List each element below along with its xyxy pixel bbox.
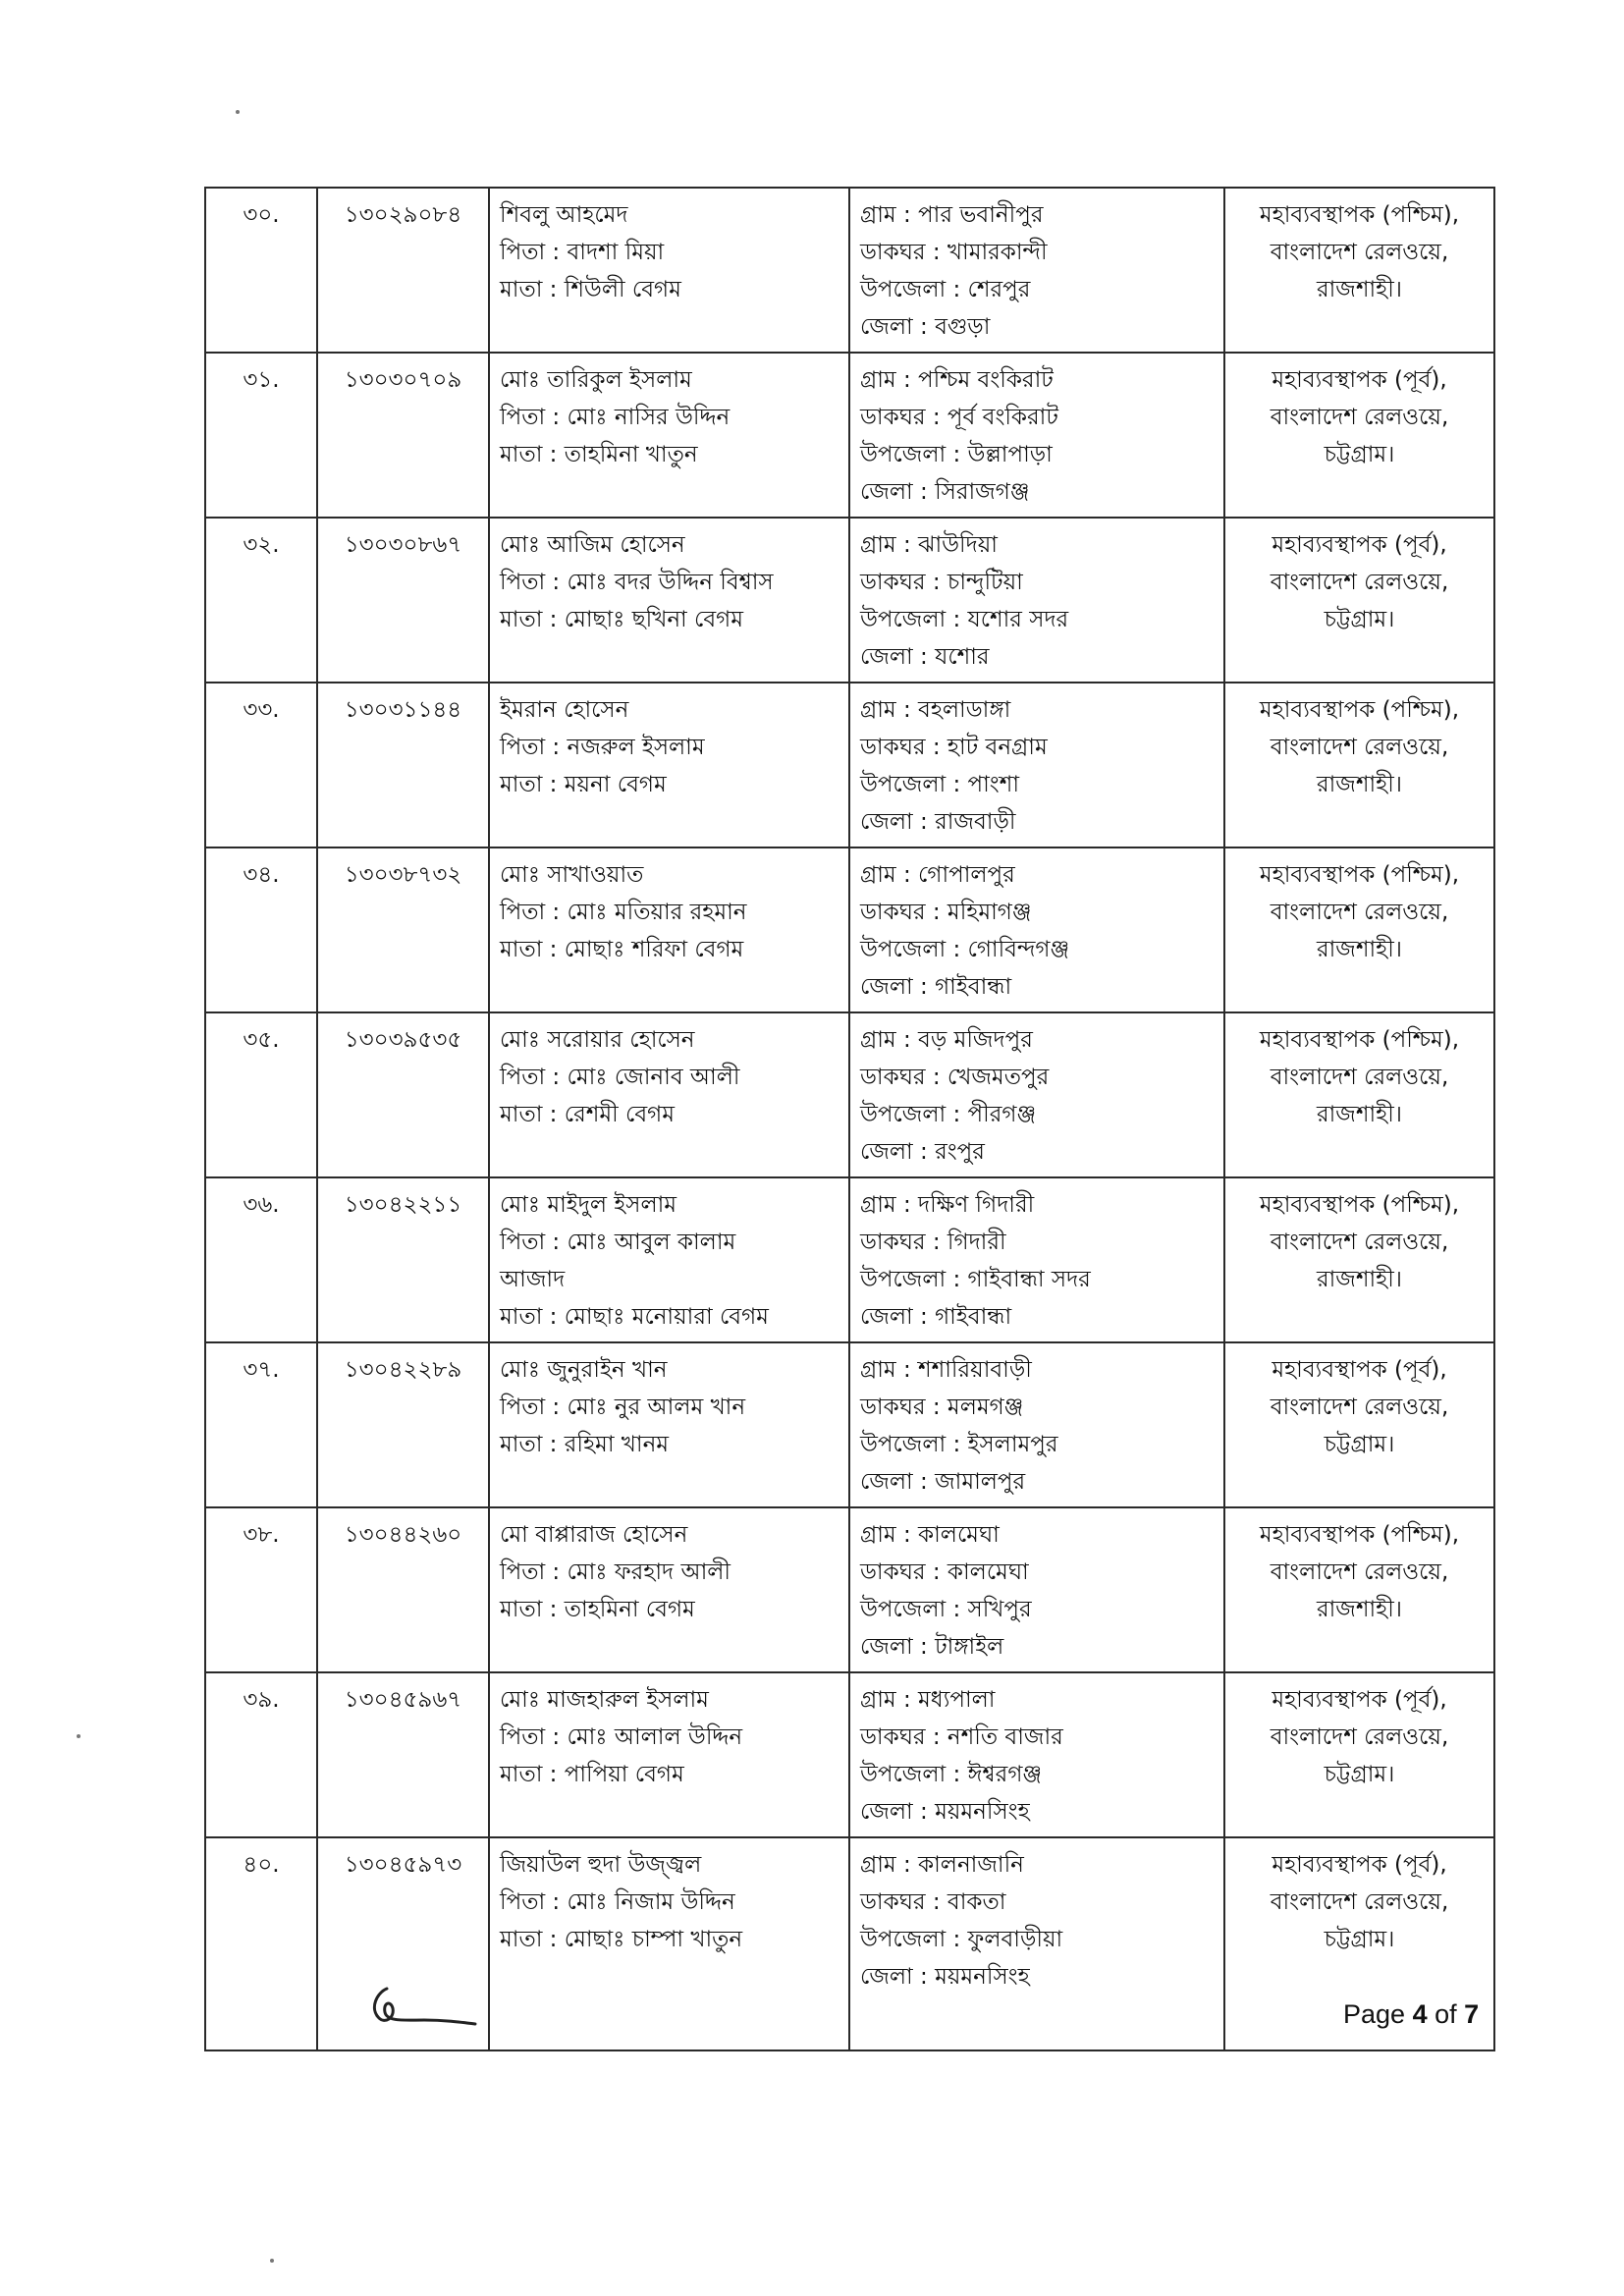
address-district: জেলা : ময়মনসিংহ	[860, 1964, 1030, 1990]
office-title: মহাব্যবস্থাপক (পশ্চিম),	[1259, 1027, 1460, 1053]
office-org: বাংলাদেশ রেলওয়ে,	[1270, 1559, 1449, 1585]
address-village: গ্রাম : বড় মজিদপুর	[860, 1027, 1033, 1053]
roll-cell	[317, 1342, 489, 1507]
roll-cell	[317, 188, 489, 353]
address-cell	[849, 518, 1224, 683]
address-district: জেলা : বগুড়া	[860, 314, 991, 340]
address-village: গ্রাম : পার ভবানীপুর	[860, 202, 1044, 228]
address-district: জেলা : যশোর	[860, 644, 990, 670]
father-name: পিতা : নজরুল ইসলাম	[500, 735, 705, 760]
office-org: বাংলাদেশ রেলওয়ে,	[1270, 405, 1449, 430]
page-number	[1343, 1999, 1479, 2030]
table-row	[205, 1177, 1494, 1342]
table-row	[205, 1342, 1494, 1507]
address-cell	[849, 353, 1224, 518]
father-name: পিতা : মোঃ আবুল কালাম	[500, 1230, 736, 1255]
office-org: বাংলাদেশ রেলওয়ে,	[1270, 240, 1449, 265]
serial-number: ৩৫.	[243, 1027, 280, 1053]
office-cell	[1224, 1012, 1494, 1177]
mother-name: মাতা : শিউলী বেগম	[500, 277, 681, 302]
roll-number: ১৩০৩০৭০৯	[344, 367, 462, 393]
candidate-table	[204, 187, 1495, 2051]
table-row	[205, 353, 1494, 518]
candidate-name: মোঃ আজিম হোসেন	[500, 532, 685, 558]
father-name: পিতা : মোঃ ফরহাদ আলী	[500, 1559, 731, 1585]
office-org: বাংলাদেশ রেলওয়ে,	[1270, 1889, 1449, 1915]
candidate-name: মো বাপ্পারাজ হোসেন	[500, 1522, 688, 1548]
roll-number: ১৩০৩০৮৬৭	[344, 532, 462, 558]
office-org: বাংলাদেশ রেলওয়ে,	[1270, 900, 1449, 925]
office-org: বাংলাদেশ রেলওয়ে,	[1270, 1065, 1449, 1090]
address-cell	[849, 1342, 1224, 1507]
address-district: জেলা : জামালপুর	[860, 1469, 1026, 1495]
office-cell	[1224, 188, 1494, 353]
scan-speck	[236, 110, 240, 114]
father-name: পিতা : মোঃ আলাল উদ্দিন	[500, 1724, 743, 1750]
address-post: ডাকঘর : খামারকান্দী	[860, 240, 1048, 265]
serial-number: ৩৩.	[243, 697, 280, 723]
address-district: জেলা : গাইবান্ধা	[860, 1304, 1012, 1330]
father-name: পিতা : মোঃ মতিয়ার রহমান	[500, 900, 747, 925]
roll-cell	[317, 1177, 489, 1342]
mother-name: মাতা : তাহমিনা বেগম	[500, 1597, 695, 1622]
address-upazila: উপজেলা : পীরগঞ্জ	[860, 1102, 1037, 1127]
address-cell	[849, 1837, 1224, 2050]
address-upazila: উপজেলা : ইসলামপুর	[860, 1432, 1058, 1457]
address-district: জেলা : রাজবাড়ী	[860, 809, 1016, 835]
roll-cell	[317, 1507, 489, 1672]
roll-number: ১৩০৩৯৫৩৫	[344, 1027, 462, 1053]
office-title: মহাব্যবস্থাপক (পশ্চিম),	[1259, 1522, 1460, 1548]
office-title: মহাব্যবস্থাপক (পূর্ব),	[1272, 367, 1447, 393]
address-cell	[849, 1012, 1224, 1177]
serial-cell	[205, 1837, 317, 2050]
father-name: পিতা : মোঃ নুর আলম খান	[500, 1394, 746, 1420]
office-title: মহাব্যবস্থাপক (পশ্চিম),	[1259, 697, 1460, 723]
address-village: গ্রাম : পশ্চিম বংকিরাট	[860, 367, 1054, 393]
name-cell	[489, 1177, 849, 1342]
address-cell	[849, 1177, 1224, 1342]
candidate-name: মোঃ তারিকুল ইসলাম	[500, 367, 692, 393]
serial-cell	[205, 1342, 317, 1507]
address-district: জেলা : গাইবান্ধা	[860, 974, 1012, 1000]
scan-speck	[77, 1734, 81, 1738]
office-city: রাজশাহী।	[1316, 1102, 1403, 1127]
mother-name: মাতা : পাপিয়া বেগম	[500, 1762, 684, 1787]
address-district: জেলা : টাঙ্গাইল	[860, 1634, 1004, 1660]
office-org: বাংলাদেশ রেলওয়ে,	[1270, 1394, 1449, 1420]
office-cell	[1224, 1672, 1494, 1837]
serial-cell	[205, 1012, 317, 1177]
office-title: মহাব্যবস্থাপক (পূর্ব),	[1272, 532, 1447, 558]
roll-cell	[317, 353, 489, 518]
name-cell	[489, 1342, 849, 1507]
name-cell	[489, 188, 849, 353]
address-post: ডাকঘর : খেজমতপুর	[860, 1065, 1050, 1090]
address-village: গ্রাম : দক্ষিণ গিদারী	[860, 1192, 1035, 1218]
office-org: বাংলাদেশ রেলওয়ে,	[1270, 735, 1449, 760]
address-village: গ্রাম : বহলাডাঙ্গা	[860, 697, 1011, 723]
candidate-name: মোঃ মাইদুল ইসলাম	[500, 1192, 677, 1218]
office-city: রাজশাহী।	[1316, 277, 1403, 302]
table-row	[205, 1672, 1494, 1837]
mother-name: মাতা : রেশমী বেগম	[500, 1102, 675, 1127]
office-title: মহাব্যবস্থাপক (পশ্চিম),	[1259, 1192, 1460, 1218]
roll-cell	[317, 847, 489, 1012]
office-cell	[1224, 518, 1494, 683]
name-cell	[489, 518, 849, 683]
address-post: ডাকঘর : চান্দুটিয়া	[860, 570, 1023, 595]
address-upazila: উপজেলা : পাংশা	[860, 772, 1019, 797]
address-upazila: উপজেলা : গোবিন্দগঞ্জ	[860, 937, 1070, 962]
office-cell	[1224, 353, 1494, 518]
table-row	[205, 518, 1494, 683]
office-title: মহাব্যবস্থাপক (পশ্চিম),	[1259, 862, 1460, 888]
office-cell	[1224, 1177, 1494, 1342]
scan-speck	[270, 2259, 274, 2263]
serial-cell	[205, 353, 317, 518]
address-village: গ্রাম : কালমেঘা	[860, 1522, 1000, 1548]
table-row	[205, 1507, 1494, 1672]
name-cell	[489, 683, 849, 847]
father-name: পিতা : মোঃ নিজাম উদ্দিন	[500, 1889, 735, 1915]
name-cell	[489, 847, 849, 1012]
serial-cell	[205, 683, 317, 847]
roll-cell	[317, 1672, 489, 1837]
office-city: রাজশাহী।	[1316, 772, 1403, 797]
address-post: ডাকঘর : পূর্ব বংকিরাট	[860, 405, 1058, 430]
mother-name: মাতা : রহিমা খানম	[500, 1432, 670, 1457]
address-village: গ্রাম : মধ্যপালা	[860, 1687, 996, 1713]
mother-name: মাতা : মোছাঃ শরিফা বেগম	[500, 937, 744, 962]
address-upazila: উপজেলা : ঈশ্বরগঞ্জ	[860, 1762, 1043, 1787]
table-row	[205, 1012, 1494, 1177]
name-cell	[489, 1672, 849, 1837]
office-city: চট্টগ্রাম।	[1324, 442, 1395, 467]
father-name: পিতা : মোঃ জোনাব আলী	[500, 1065, 740, 1090]
candidate-name: মোঃ মাজহারুল ইসলাম	[500, 1687, 709, 1713]
table-row	[205, 683, 1494, 847]
office-org: বাংলাদেশ রেলওয়ে,	[1270, 1724, 1449, 1750]
serial-number: ৩৪.	[243, 862, 280, 888]
office-city: রাজশাহী।	[1316, 937, 1403, 962]
page-total: 7	[1464, 1999, 1480, 2029]
address-village: গ্রাম : শশারিয়াবাড়ী	[860, 1357, 1032, 1383]
address-upazila: উপজেলা : ফুলবাড়ীয়া	[860, 1927, 1063, 1952]
roll-number: ১৩০৪৫৯৭৩	[344, 1852, 462, 1878]
roll-number: ১৩০৪৪২৬০	[344, 1522, 462, 1548]
office-city: চট্টগ্রাম।	[1324, 1432, 1395, 1457]
address-upazila: উপজেলা : উল্লাপাড়া	[860, 442, 1053, 467]
roll-number: ১৩০৪৫৯৬৭	[344, 1687, 462, 1713]
serial-number: ৩৭.	[243, 1357, 280, 1383]
page-mid: of	[1427, 1999, 1465, 2029]
roll-number: ১৩০৩৮৭৩২	[344, 862, 462, 888]
address-village: গ্রাম : ঝাউদিয়া	[860, 532, 998, 558]
candidate-name: মোঃ জুনুরাইন খান	[500, 1357, 668, 1383]
serial-cell	[205, 847, 317, 1012]
candidate-name: মোঃ সরোয়ার হোসেন	[500, 1027, 695, 1053]
address-cell	[849, 1507, 1224, 1672]
serial-cell	[205, 518, 317, 683]
address-post: ডাকঘর : নশতি বাজার	[860, 1724, 1063, 1750]
serial-number: ৩০.	[243, 202, 280, 228]
serial-cell	[205, 1507, 317, 1672]
name-cell	[489, 353, 849, 518]
name-cell	[489, 1012, 849, 1177]
name-cell	[489, 1507, 849, 1672]
address-post: ডাকঘর : কালমেঘা	[860, 1559, 1029, 1585]
page-prefix: Page	[1343, 1999, 1413, 2029]
name-cell	[489, 1837, 849, 2050]
mother-name: মাতা : মোছাঃ চাম্পা খাতুন	[500, 1927, 743, 1952]
address-cell	[849, 188, 1224, 353]
office-city: রাজশাহী।	[1316, 1267, 1403, 1292]
office-title: মহাব্যবস্থাপক (পূর্ব),	[1272, 1357, 1447, 1383]
address-post: ডাকঘর : মলমগঞ্জ	[860, 1394, 1024, 1420]
address-district: জেলা : রংপুর	[860, 1139, 985, 1165]
address-upazila: উপজেলা : সখিপুর	[860, 1597, 1032, 1622]
roll-number: ১৩০৩১১৪৪	[344, 697, 462, 723]
office-title: মহাব্যবস্থাপক (পূর্ব),	[1272, 1852, 1447, 1878]
serial-number: ৩৬.	[243, 1192, 280, 1218]
office-title: মহাব্যবস্থাপক (পশ্চিম),	[1259, 202, 1460, 228]
address-post: ডাকঘর : বাকতা	[860, 1889, 1006, 1915]
address-district: জেলা : সিরাজগঞ্জ	[860, 479, 1030, 505]
address-upazila: উপজেলা : শেরপুর	[860, 277, 1031, 302]
candidate-name: শিবলু আহমেদ	[500, 202, 628, 228]
mother-name: মাতা : ময়না বেগম	[500, 772, 667, 797]
mother-name: মাতা : মোছাঃ ছখিনা বেগম	[500, 607, 744, 632]
father-name: পিতা : মোঃ বদর উদ্দিন বিশ্বাস	[500, 570, 774, 595]
candidate-name: ইমরান হোসেন	[500, 697, 629, 723]
serial-cell	[205, 1177, 317, 1342]
office-org: বাংলাদেশ রেলওয়ে,	[1270, 570, 1449, 595]
serial-number: ৩৮.	[243, 1522, 280, 1548]
table-row	[205, 847, 1494, 1012]
address-post: ডাকঘর : গিদারী	[860, 1230, 1006, 1255]
office-title: মহাব্যবস্থাপক (পূর্ব),	[1272, 1687, 1447, 1713]
father-name-continued: আজাদ	[500, 1267, 566, 1292]
serial-number: ৪০.	[243, 1852, 280, 1878]
address-village: গ্রাম : গোপালপুর	[860, 862, 1015, 888]
roll-number: ১৩০২৯০৮৪	[344, 202, 462, 228]
roll-number: ১৩০৪২২৮৯	[344, 1357, 462, 1383]
serial-number: ৩২.	[243, 532, 280, 558]
office-org: বাংলাদেশ রেলওয়ে,	[1270, 1230, 1449, 1255]
roll-number: ১৩০৪২২১১	[344, 1192, 462, 1218]
office-city: চট্টগ্রাম।	[1324, 607, 1395, 632]
address-upazila: উপজেলা : যশোর সদর	[860, 607, 1069, 632]
address-district: জেলা : ময়মনসিংহ	[860, 1799, 1030, 1825]
office-city: চট্টগ্রাম।	[1324, 1927, 1395, 1952]
office-cell	[1224, 1342, 1494, 1507]
roll-cell	[317, 1012, 489, 1177]
office-city: রাজশাহী।	[1316, 1597, 1403, 1622]
office-city: চট্টগ্রাম।	[1324, 1762, 1395, 1787]
office-cell	[1224, 683, 1494, 847]
father-name: পিতা : মোঃ নাসির উদ্দিন	[500, 405, 731, 430]
roll-cell	[317, 518, 489, 683]
serial-number: ৩১.	[243, 367, 280, 393]
page-current: 4	[1412, 1999, 1428, 2029]
address-cell	[849, 847, 1224, 1012]
father-name: পিতা : বাদশা মিয়া	[500, 240, 665, 265]
office-cell	[1224, 847, 1494, 1012]
serial-cell	[205, 188, 317, 353]
address-upazila: উপজেলা : গাইবান্ধা সদর	[860, 1267, 1091, 1292]
serial-cell	[205, 1672, 317, 1837]
office-cell	[1224, 1507, 1494, 1672]
serial-number: ৩৯.	[243, 1687, 280, 1713]
address-cell	[849, 683, 1224, 847]
mother-name: মাতা : মোছাঃ মনোয়ারা বেগম	[500, 1304, 769, 1330]
address-village: গ্রাম : কালনাজানি	[860, 1852, 1024, 1878]
table-row	[205, 188, 1494, 353]
address-cell	[849, 1672, 1224, 1837]
candidate-name: জিয়াউল হুদা উজ্জ্বল	[500, 1852, 702, 1878]
mother-name: মাতা : তাহমিনা খাতুন	[500, 442, 698, 467]
roll-cell	[317, 683, 489, 847]
address-post: ডাকঘর : মহিমাগঞ্জ	[860, 900, 1032, 925]
candidate-name: মোঃ সাখাওয়াত	[500, 862, 644, 888]
address-post: ডাকঘর : হাট বনগ্রাম	[860, 735, 1048, 760]
signature-mark	[365, 1979, 483, 2038]
